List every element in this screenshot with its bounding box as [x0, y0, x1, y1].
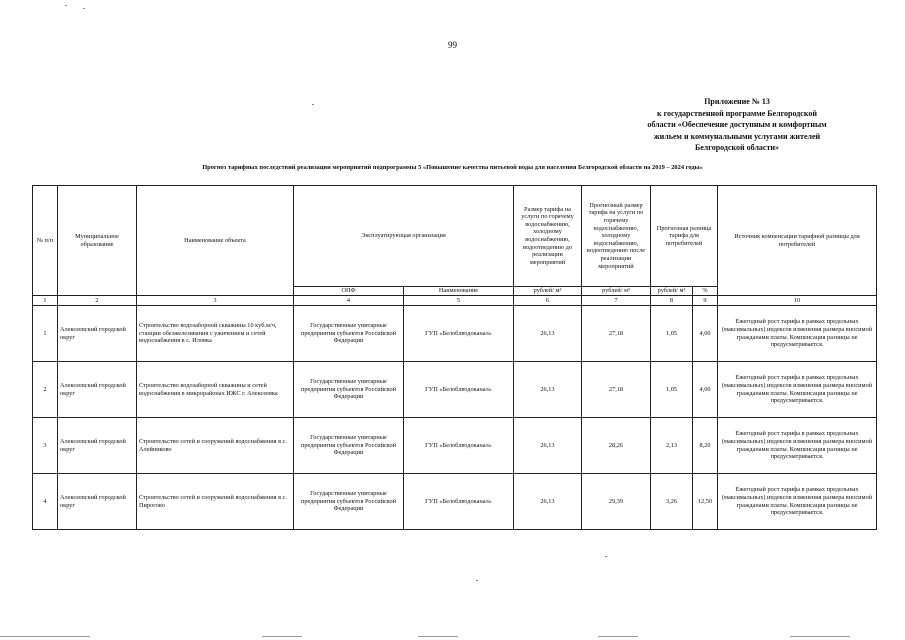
page-number: 99 — [448, 40, 457, 50]
row-pct: 4,00 — [693, 306, 718, 362]
row-source: Ежегодный рост тарифа в рамках предельных (максимальных) индексов изменения размера вносимой гражданами платы. Компенсация разницы не предусматривается. — [718, 362, 877, 418]
header-source: Источник компенсации тарифной разницы для потребителей — [718, 186, 877, 296]
row-num: 4 — [33, 474, 58, 530]
header-unit-forecast: рублей/ м³ — [582, 287, 651, 296]
column-number: 1 — [33, 296, 58, 306]
scan-speck — [312, 104, 314, 105]
appendix-line: области «Обеспечение доступным и комфортным — [647, 120, 827, 129]
row-municipality: Алексеевский городской округ — [58, 418, 137, 474]
scan-speck — [476, 580, 478, 581]
table-row — [33, 418, 877, 474]
row-municipality: Алексеевский городской округ — [58, 306, 137, 362]
appendix-line: Белгородской области» — [694, 143, 780, 152]
column-number: 2 — [58, 296, 137, 306]
row-num: 2 — [33, 362, 58, 418]
header-name: Наименование — [404, 287, 514, 296]
header-num: № п/п — [33, 186, 58, 296]
row-operator-name: ГУП «Белоблводоканал» — [404, 418, 514, 474]
table-row — [33, 306, 877, 362]
header-tariff: Размер тарифа на услуги по горячему водоснабжению, холодному водоснабжению, водоотведению до реализации мероприятий — [514, 186, 582, 287]
row-municipality: Алексеевский городской округ — [58, 362, 137, 418]
scan-edge-line — [418, 636, 458, 637]
scan-edge-line — [0, 636, 90, 637]
appendix-header — [612, 96, 862, 154]
scan-edge-line — [598, 636, 638, 637]
column-number: 6 — [514, 296, 582, 306]
row-pct: 12,50 — [693, 474, 718, 530]
row-forecast: 27,18 — [582, 306, 651, 362]
header-forecast-tariff: Прогнозный размер тарифа на услуги по горячему водоснабжению, холодному водоснабжению, водоотведению после реализации мероприятий — [582, 186, 651, 287]
column-number: 9 — [693, 296, 718, 306]
table-row — [33, 362, 877, 418]
row-forecast: 29,39 — [582, 474, 651, 530]
row-forecast: 27,18 — [582, 362, 651, 418]
header-opf: ОПФ — [294, 287, 404, 296]
header-operator: Эксплуатирующая организация — [294, 186, 514, 287]
row-diff: 1,05 — [651, 362, 693, 418]
table-header-row — [33, 186, 877, 287]
row-source: Ежегодный рост тарифа в рамках предельных (максимальных) индексов изменения размера вносимой гражданами платы. Компенсация разницы не предусматривается. — [718, 474, 877, 530]
row-tariff: 26,13 — [514, 362, 582, 418]
row-source: Ежегодный рост тарифа в рамках предельных (максимальных) индексов изменения размера вносимой гражданами платы. Компенсация разницы не предусматривается. — [718, 418, 877, 474]
row-source: Ежегодный рост тарифа в рамках предельных (максимальных) индексов изменения размера вносимой гражданами платы. Компенсация разницы не предусматривается. — [718, 306, 877, 362]
row-diff: 1,05 — [651, 306, 693, 362]
header-unit-pct: % — [693, 287, 718, 296]
column-number: 10 — [718, 296, 877, 306]
scan-edge-line — [790, 636, 850, 637]
appendix-line: к государственной программе Белгородской — [657, 108, 817, 118]
appendix-line: Приложение № 13 — [704, 97, 770, 106]
row-opf: Государственные унитарные предприятия субъектов Российской Федерации — [294, 306, 404, 362]
row-object: Строительство водозаборной скважины 10 куб.м/ч, станции обезжелезивания с ужичением и сетей водоснабжения в с. Иловка — [137, 306, 294, 362]
column-number-row — [33, 296, 877, 306]
row-pct: 8,20 — [693, 418, 718, 474]
column-number: 8 — [651, 296, 693, 306]
header-object: Наименование объекта — [137, 186, 294, 296]
row-forecast: 28,26 — [582, 418, 651, 474]
row-municipality: Алексеевский городской округ — [58, 474, 137, 530]
column-number: 4 — [294, 296, 404, 306]
header-unit-diff: рублей/ м³ — [651, 287, 693, 296]
table-row — [33, 474, 877, 530]
row-operator-name: ГУП «Белоблводоканал» — [404, 474, 514, 530]
row-object: Строительство водозаборной скважины и сетей водоснабжения в микрорайонах ИЖС г. Алексеевка — [137, 362, 294, 418]
row-diff: 3,26 — [651, 474, 693, 530]
header-diff: Прогнозная разница тарифа для потребителей — [651, 186, 718, 287]
row-operator-name: ГУП «Белоблводоканал» — [404, 362, 514, 418]
appendix-line: жильем и коммунальными услугами жителей — [653, 131, 821, 141]
scan-speck — [605, 556, 607, 557]
column-number: 7 — [582, 296, 651, 306]
row-opf: Государственные унитарные предприятия субъектов Российской Федерации — [294, 474, 404, 530]
header-unit-tariff: рублей/ м³ — [514, 287, 582, 296]
row-pct: 4,00 — [693, 362, 718, 418]
row-object: Строительство сетей и сооружений водоснабжения в с. Пирогово — [137, 474, 294, 530]
row-opf: Государственные унитарные предприятия субъектов Российской Федерации — [294, 418, 404, 474]
tariff-table — [32, 185, 877, 530]
row-num: 3 — [33, 418, 58, 474]
row-opf: Государственные унитарные предприятия субъектов Российской Федерации — [294, 362, 404, 418]
scan-speck — [65, 5, 67, 6]
row-operator-name: ГУП «Белоблводоканал» — [404, 306, 514, 362]
column-number: 3 — [137, 296, 294, 306]
row-tariff: 26,13 — [514, 474, 582, 530]
row-tariff: 26,13 — [514, 306, 582, 362]
document-title: Прогноз тарифных последствий реализации мероприятий подпрограммы 5 «Повышение качества питьевой воды для населения Белгородской области на 2019 – 2024 годы» — [202, 164, 703, 171]
row-object: Строительство сетей и сооружений водоснабжения в с. Алейниково — [137, 418, 294, 474]
row-diff: 2,13 — [651, 418, 693, 474]
scan-edge-line — [262, 636, 302, 637]
row-tariff: 26,13 — [514, 418, 582, 474]
scan-speck — [83, 8, 85, 9]
header-municipality: Муниципальное образование — [58, 186, 137, 296]
column-number: 5 — [404, 296, 514, 306]
row-num: 1 — [33, 306, 58, 362]
